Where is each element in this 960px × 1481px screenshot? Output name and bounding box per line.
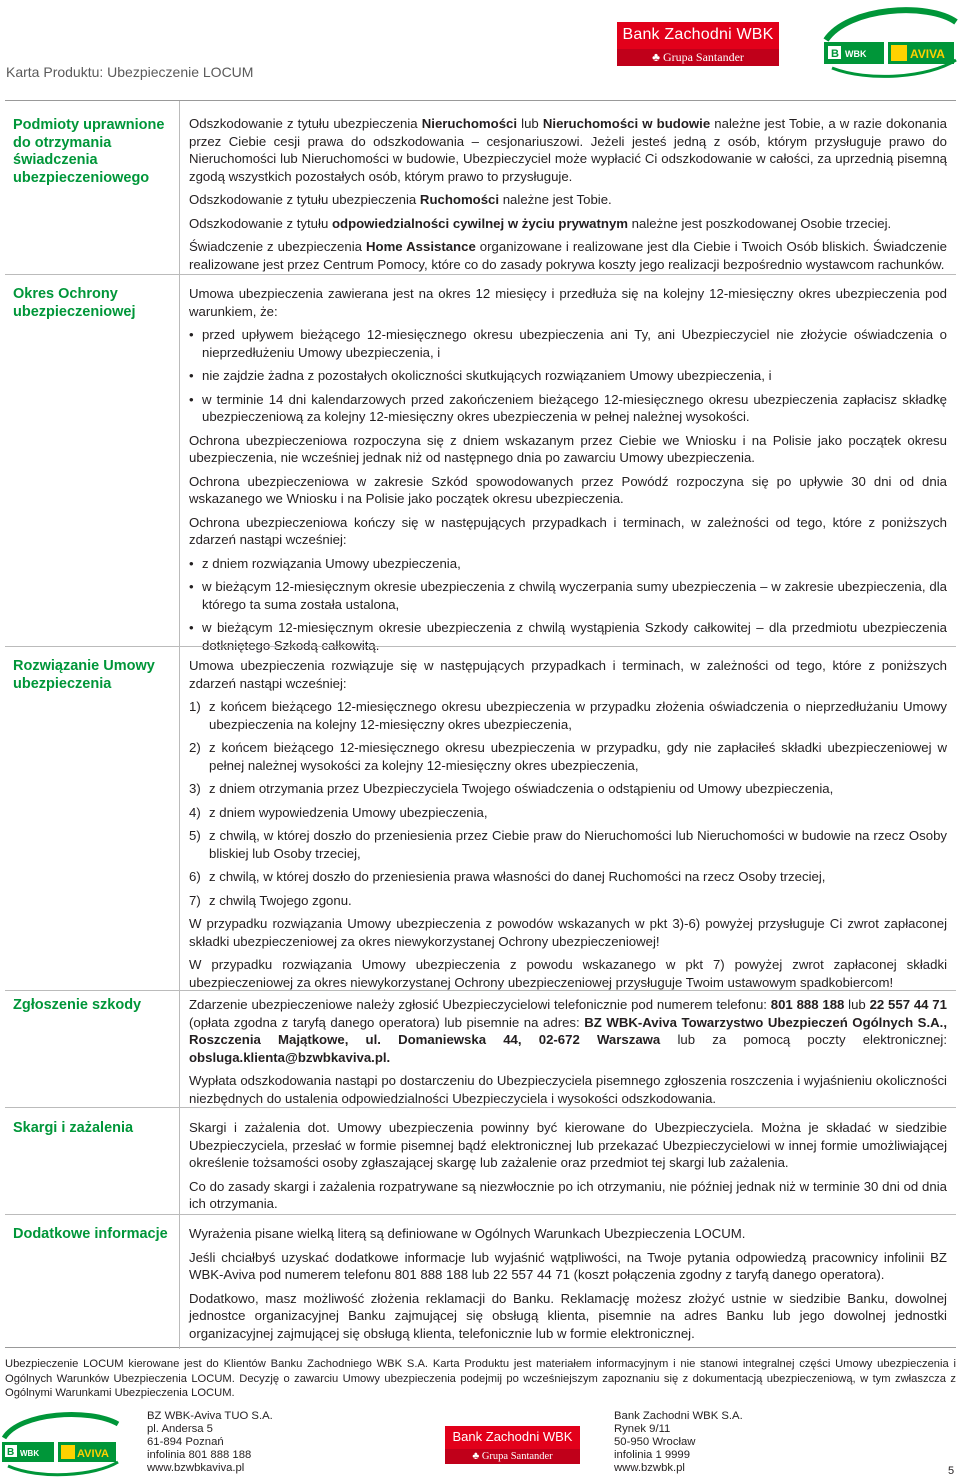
paragraph: W przypadku rozwiązania Umowy ubezpieczenia z powodów wskazanych w pkt 3)-6) powyżej przysługuje Ci zwrot zapłaconej składki ubezpieczeniowej za okres niewykorzystanej Ochrony ubezpieczeniowej!: [189, 916, 947, 949]
bullet-list: [189, 555, 947, 655]
address-line: pl. Andersa 5: [147, 1423, 213, 1435]
svg-text:B: B: [7, 1447, 15, 1458]
paragraph: Odszkodowanie z tytułu odpowiedzialności cywilnej w życiu prywatnym należne jest poszkodowanej Osobie trzeciej.: [189, 215, 892, 231]
list-item: 6) z chwilą, w której doszło do przeniesienia prawa własności do danej Ruchomości na rzecz Osoby trzeciej,: [189, 869, 826, 884]
row-label-podmioty: Podmioty uprawnione do otrzymania świadczenia ubezpieczeniowego: [13, 117, 165, 186]
insurer-website-link[interactable]: www.bzwbkaviva.pl: [147, 1462, 245, 1474]
row-label-zgloszenie: Zgłoszenie szkody: [13, 997, 142, 1013]
paragraph: Odszkodowanie z tytułu ubezpieczenia Ruchomości należne jest Tobie.: [189, 192, 612, 207]
paragraph: Zdarzenie ubezpieczeniowe należy zgłosić Ubezpieczycielowi telefonicznie pod numerem telefonu: 801 888 188 lub 22 557 44 71 (opłata zgodna z taryfą danego operatora) lub pisemnie na adres: BZ WBK-Aviva Towarzystwo Ubezpieczeń Ogólnych S.A., Roszczenia Majątkowe, ul. Domaniewska 44, 02-672 Warszawa lub za pomocą poczty elektronicznej: obsluga.klienta@bzwbkaviva.pl.: [189, 997, 948, 1065]
address-line: BZ WBK-Aviva TUO S.A.: [147, 1410, 273, 1422]
paragraph: W przypadku rozwiązania Umowy ubezpieczenia z powodu wskazanego w pkt 7) powyżej zwrot zapłaconej składki ubezpieczeniowej za okres niewykorzystanej Ochrony ubezpieczeniowej przysługuje Twoim ustawowym spadkobiercom!: [189, 957, 947, 990]
paragraph: Umowa ubezpieczenia zawierana jest na okres 12 miesięcy i przedłuża się na kolejny 12-miesięczny okres ubezpieczenia pod warunkiem, że:: [189, 286, 947, 319]
product-info-table: [5, 100, 956, 1348]
paragraph: Ochrona ubezpieczeniowa w zakresie Szkód spowodowanych przez Powódź rozpoczyna się po upływie 30 dni od dnia wskazanego we Wniosku i na Polisie jako początek okresu ubezpieczenia.: [189, 473, 947, 506]
paragraph: Ochrona ubezpieczeniowa rozpoczyna się z dniem wskazanym przez Ciebie we Wniosku i na Polisie jako początek okresu ubezpieczenia, nie wcześniej jednak niż od następnego dnia po zawarciu Umowy ubezpieczenia.: [189, 432, 947, 465]
paragraph: Dodatkowo, masz możliwość złożenia reklamacji do Banku. Reklamację możesz złożyć ustnie w siedzibie Banku, dowolnej jednostce organizacyjnej Banku zajmującej się obsługą klienta, pisemnie na adres Banku lub jego dowolnej jednostki organizacyjnej zajmującej się obsługą klienta, telefonicznie lub w formie elektronicznej.: [189, 1290, 947, 1341]
list-item: 7) z chwilą Twojego zgonu.: [189, 892, 352, 908]
row-label-skargi: Skargi i zażalenia: [13, 1120, 134, 1136]
svg-text:B: B: [831, 48, 839, 60]
address-line: infolinia 1 9999: [614, 1449, 691, 1461]
row-skargi: [5, 1107, 956, 1214]
list-item: • z dniem rozwiązania Umowy ubezpieczenia,: [189, 555, 947, 573]
address-line: infolinia 801 888 188: [147, 1449, 252, 1461]
paragraph: Ochrona ubezpieczeniowa kończy się w następujących przypadkach i terminach, w zależności od tego, które z poniższych zdarzeń nastąpi wcześniej:: [189, 514, 947, 547]
row-okres: [5, 274, 956, 653]
address-line: Bank Zachodni WBK S.A.: [614, 1410, 743, 1422]
row-content-podmioty: [189, 115, 947, 279]
row-podmioty: [5, 101, 956, 271]
paragraph: Świadczenie z ubezpieczenia Home Assistance organizowane i realizowane jest dla Ciebie i Twoich Osób bliskich. Świadczenie realizowane jest przez Centrum Pomocy, które co do zasady pokrywa koszty jego realizacji bezpośrednio wystawcom rachunków.: [189, 239, 947, 272]
list-item: 4) z dniem wypowiedzenia Umowy ubezpieczenia,: [189, 804, 488, 820]
bank-address: [614, 1410, 743, 1475]
bullet-list: [189, 326, 947, 426]
insurer-address: [147, 1410, 273, 1475]
row-content-rozwiazanie: [189, 657, 947, 997]
address-line: 50-950 Wrocław: [614, 1436, 696, 1448]
paragraph: Umowa ubezpieczenia rozwiązuje się w następujących przypadkach i terminach, w zależności od tego, które z poniższych zdarzeń nastąpi wcześniej:: [189, 658, 947, 691]
list-item: 5) z chwilą, w której doszło do przeniesienia przez Ciebie praw do Nieruchomości lub Nieruchomości w budowie na rzecz Osoby bliskiej lub Osoby trzeciej,: [189, 828, 947, 861]
svg-text:WBK: WBK: [20, 1449, 40, 1458]
address-line: Rynek 9/11: [614, 1423, 671, 1435]
list-item: • w bieżącym 12-miesięcznym okresie ubezpieczenia z chwilą wystąpienia Szkody całkowitej – dla przedmiotu ubezpieczenia dotkniętego Szkodą całkowitą.: [189, 619, 947, 654]
bank-zachodni-footer-logo: [445, 1426, 580, 1464]
bzwbk-aviva-footer-logo: [0, 1400, 120, 1480]
page-number: 5: [948, 1465, 955, 1477]
bank-website-link[interactable]: www.bzwbk.pl: [614, 1462, 685, 1474]
row-content-okres: [189, 285, 947, 660]
bank-group: ♣ Grupa Santander: [617, 49, 779, 66]
list-item: • przed upływem bieżącego 12-miesięcznego okresu ubezpieczenia ani Ty, ani Ubezpieczyciel nie złożycie oświadczenia o nieprzedłużeniu Umowy ubezpieczenia, i: [189, 326, 947, 361]
row-dodatkowe: [5, 1214, 956, 1349]
row-content-skargi: [189, 1119, 947, 1219]
numbered-list: [189, 698, 947, 909]
svg-text:AVIVA: AVIVA: [77, 1448, 109, 1460]
bank-name: Bank Zachodni WBK: [622, 26, 774, 43]
row-label-rozwiazanie: Rozwiązanie Umowy ubezpieczenia: [13, 658, 155, 692]
disclaimer: Ubezpieczenie LOCUM kierowane jest do Klientów Banku Zachodniego WBK S.A. Karta Produktu jest materiałem informacyjnym i nie stanowi integralnej części Umowy ubezpieczenia i Ogólnych Warunków Ubezpieczenia LOCUM. Decyzję o zawarciu Umowy ubezpieczenia podejmij po wcześniejszym zapoznaniu się z dokumentacją ubezpieczeniową, w tym zwłaszcza z Ogólnymi Warunkami Ubezpieczenia LOCUM.: [5, 1358, 956, 1399]
address-line: 61-894 Poznań: [147, 1436, 224, 1448]
svg-text:WBK: WBK: [845, 49, 867, 59]
list-item: 2) z końcem bieżącego 12-miesięcznego okresu ubezpieczenia w przypadku, gdy nie zapłaciłeś składki ubezpieczeniowej w pełnej należnej wysokości za kolejny 12-miesięczny okres ubezpieczenia,: [189, 740, 947, 773]
row-rozwiazanie: [5, 646, 956, 990]
bank-group: ♣ Grupa Santander: [445, 1449, 580, 1464]
page-header: [0, 0, 960, 90]
paragraph: Co do zasady skargi i zażalenia rozpatrywane są niezwłocznie po ich otrzymaniu, nie później jednak niż w terminie 30 dni od dnia ich otrzymania.: [189, 1178, 947, 1211]
paragraph: Wypłata odszkodowania nastąpi po dostarczeniu do Ubezpieczyciela pisemnego zgłoszenia roszczenia i wyjaśnieniu okoliczności niezbędnych do ustalenia odpowiedzialności Ubezpieczyciela i wysokości odszkodowania.: [189, 1073, 947, 1106]
row-content-dodatkowe: [189, 1225, 947, 1348]
list-item: • nie zajdzie żadna z pozostałych okoliczności skutkujących rozwiązaniem Umowy ubezpieczenia, i: [189, 367, 947, 385]
list-item: 1) z końcem bieżącego 12-miesięcznego okresu ubezpieczenia w przypadku złożenia oświadczenia o nieprzedłużaniu Umowy ubezpieczenia na kolejny 12-miesięczny okres ubezpieczenia,: [189, 699, 947, 732]
paragraph: Wyrażenia pisane wielką literą są definiowane w Ogólnych Warunkach Ubezpieczenia LOCUM.: [189, 1226, 746, 1241]
list-item: • w bieżącym 12-miesięcznym okresie ubezpieczenia z chwilą wyczerpania sumy ubezpieczenia – w zakresie ubezpieczenia, dla którego ta suma została ustalona,: [189, 578, 947, 613]
row-label-okres: Okres Ochrony ubezpieczeniowej: [13, 286, 136, 320]
document-title: Karta Produktu: Ubezpieczenie LOCUM: [6, 64, 254, 80]
list-item: 3) z dniem otrzymania przez Ubezpieczyciela Twojego oświadczenia o odstąpieniu od Umowy ubezpieczenia,: [189, 781, 834, 796]
row-content-zgloszenie: [189, 996, 947, 1113]
bank-zachodni-logo: [617, 22, 779, 66]
paragraph: Odszkodowanie z tytułu ubezpieczenia Nieruchomości lub Nieruchomości w budowie należne jest Tobie, a w razie dokonania przez Ciebie cesji prawa do odszkodowania – cesjonariuszowi. Jeżeli jesteś jedną z osób, którym przysługuje prawo do Nieruchomości lub Nieruchomości w budowie, Ubezpieczyciel może wypłacić Ci odszkodowanie w całości, za uprzednią pisemną zgodą wszystkich pozostałych osób, którym prawo to przysługuje.: [189, 116, 947, 184]
bank-name: Bank Zachodni WBK: [452, 1429, 573, 1444]
svg-text:AVIVA: AVIVA: [910, 47, 945, 61]
paragraph: Jeśli chciałbyś uzyskać dodatkowe informacje lub wyjaśnić wątpliwości, na Twoje pytania odpowiedzą pracownicy infolinii BZ WBK-Aviva pod numerem telefonu 801 888 188 lub 22 557 44 71 (koszt połączenia zgodny z taryfą danego operatora).: [189, 1249, 947, 1282]
bzwbk-aviva-logo: [818, 2, 960, 80]
row-label-dodatkowe: Dodatkowe informacje: [13, 1226, 168, 1242]
paragraph: Skargi i zażalenia dot. Umowy ubezpieczenia powinny być kierowane do Ubezpieczyciela. Można je składać w siedzibie Ubezpieczyciela, przesłać w formie pisemnej bądź elektronicznej lub przekazać Ubezpieczycielowi w innej formie umożliwiającej określenie tożsamości osoby zgłaszającej skargę lub zażalenie oraz przedmiot tej skargi lub zażalenia.: [189, 1120, 947, 1170]
list-item: • w terminie 14 dni kalendarzowych przed zakończeniem bieżącego 12-miesięcznego okresu ubezpieczenia zapłacisz składkę ubezpieczeniową za kolejny 12-miesięczny okres ubezpieczenia w pełnej należnej wysokości.: [189, 391, 947, 426]
